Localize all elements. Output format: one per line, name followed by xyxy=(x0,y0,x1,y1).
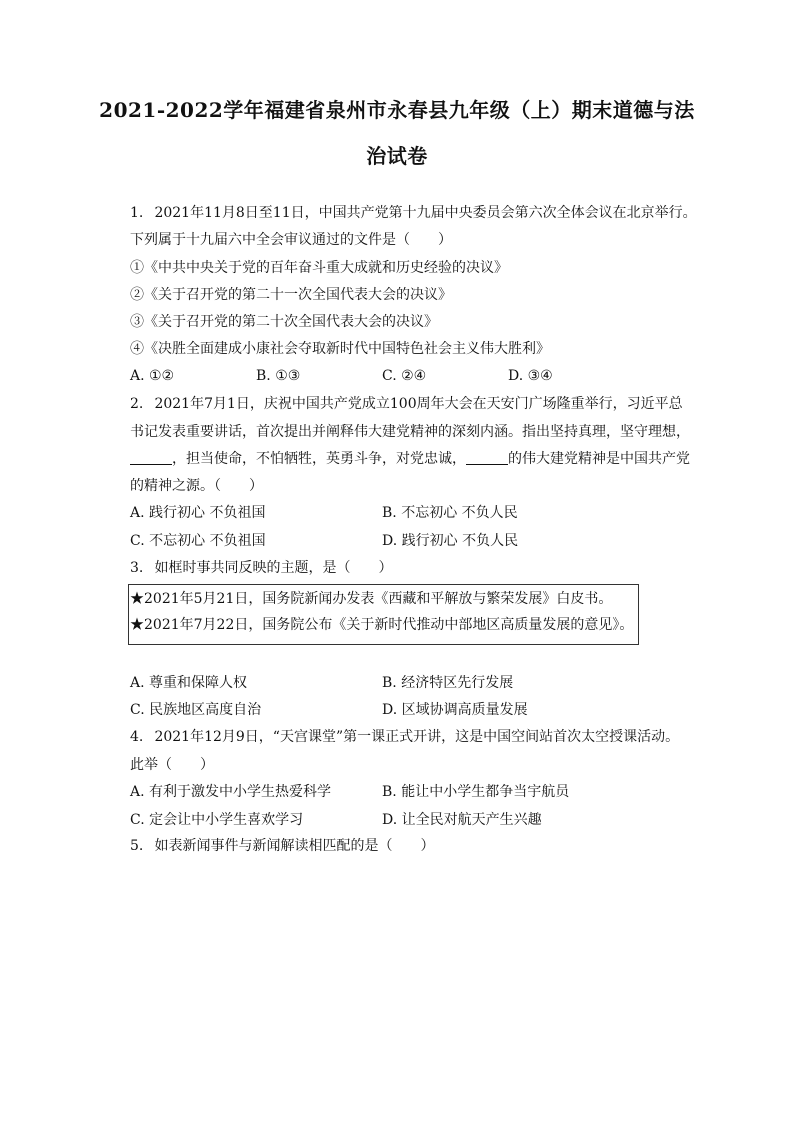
option-c: C. 民族地区高度自治 xyxy=(130,702,262,718)
option-c: C. 定会让中小学生喜欢学习 xyxy=(130,812,304,828)
option-a: A. 践行初心 不负祖国 xyxy=(130,505,266,521)
answer-blank xyxy=(466,450,508,465)
statement-item: ②《关于召开党的第二十一次全国代表大会的决议》 xyxy=(130,287,452,303)
question-stem-line: 书记发表重要讲话，首次提出并阐释伟大建党精神的深刻内涵。指出坚持真理，坚守理想， xyxy=(130,424,690,440)
option-a: A. 有利于激发中小学生热爱科学 xyxy=(130,784,332,800)
question-number: 4. xyxy=(130,729,144,745)
option-c: C. ②④ xyxy=(382,368,427,384)
exam-title-line2: 治试卷 xyxy=(366,144,428,168)
question-stem: 如框时事共同反映的主题，是（ ） xyxy=(154,560,393,576)
exam-title-line1: 2021-2022学年福建省泉州市永春县九年级（上）期末道德与法 xyxy=(99,98,695,122)
option-b: B. ①③ xyxy=(256,368,301,384)
question-stem-line: ，担当使命，不怕牺牲，英勇斗争，对党忠诚， 的伟大建党精神是中国共产党 xyxy=(130,449,690,469)
statement-item: ③《关于召开党的第二十次全国代表大会的决议》 xyxy=(130,314,438,330)
option-a: A. ①② xyxy=(130,368,175,384)
question-number: 1. xyxy=(130,205,144,221)
question-stem-line: 2021年12月9日，“天宫课堂”第一课正式开讲，这是中国空间站首次太空授课活动。 xyxy=(154,729,680,745)
news-item: ★2021年5月21日，国务院新闻办发表《西藏和平解放与繁荣发展》白皮书。 xyxy=(130,591,613,607)
question-number: 3. xyxy=(130,560,144,576)
option-b: B. 经济特区先行发展 xyxy=(382,675,514,691)
answer-blank xyxy=(130,450,172,465)
statement-item: ①《中共中央关于党的百年奋斗重大成就和历史经验的决议》 xyxy=(130,260,508,276)
question-number: 5. xyxy=(130,838,144,854)
question-stem-line: 下列属于十九届六中全会审议通过的文件是（ ） xyxy=(130,232,452,248)
statement-item: ④《决胜全面建成小康社会夺取新时代中国特色社会主义伟大胜利》 xyxy=(130,341,550,357)
news-item: ★2021年7月22日，国务院公布《关于新时代推动中部地区高质量发展的意见》。 xyxy=(130,617,634,633)
option-d: D. 让全民对航天产生兴趣 xyxy=(382,812,542,828)
question-stem-line: 的精神之源。（ ） xyxy=(130,478,263,494)
option-d: D. 践行初心 不负人民 xyxy=(382,533,519,549)
question-stem-line: 此举（ ） xyxy=(130,757,214,773)
option-a: A. 尊重和保障人权 xyxy=(130,675,248,691)
question-stem-line: 2021年11月8日至11日，中国共产党第十九届中央委员会第六次全体会议在北京举行。 xyxy=(154,205,697,221)
question-number: 2. xyxy=(130,396,144,412)
option-d: D. ③④ xyxy=(508,368,553,384)
option-d: D. 区域协调高质量发展 xyxy=(382,702,528,718)
question-stem-line: 2021年7月1日，庆祝中国共产党成立100周年大会在天安门广场隆重举行，习近平总 xyxy=(154,396,683,412)
option-c: C. 不忘初心 不负祖国 xyxy=(130,533,266,549)
question-stem: 如表新闻事件与新闻解读相匹配的是（ ） xyxy=(154,838,435,854)
option-b: B. 不忘初心 不负人民 xyxy=(382,505,518,521)
option-b: B. 能让中小学生都争当宇航员 xyxy=(382,784,570,800)
